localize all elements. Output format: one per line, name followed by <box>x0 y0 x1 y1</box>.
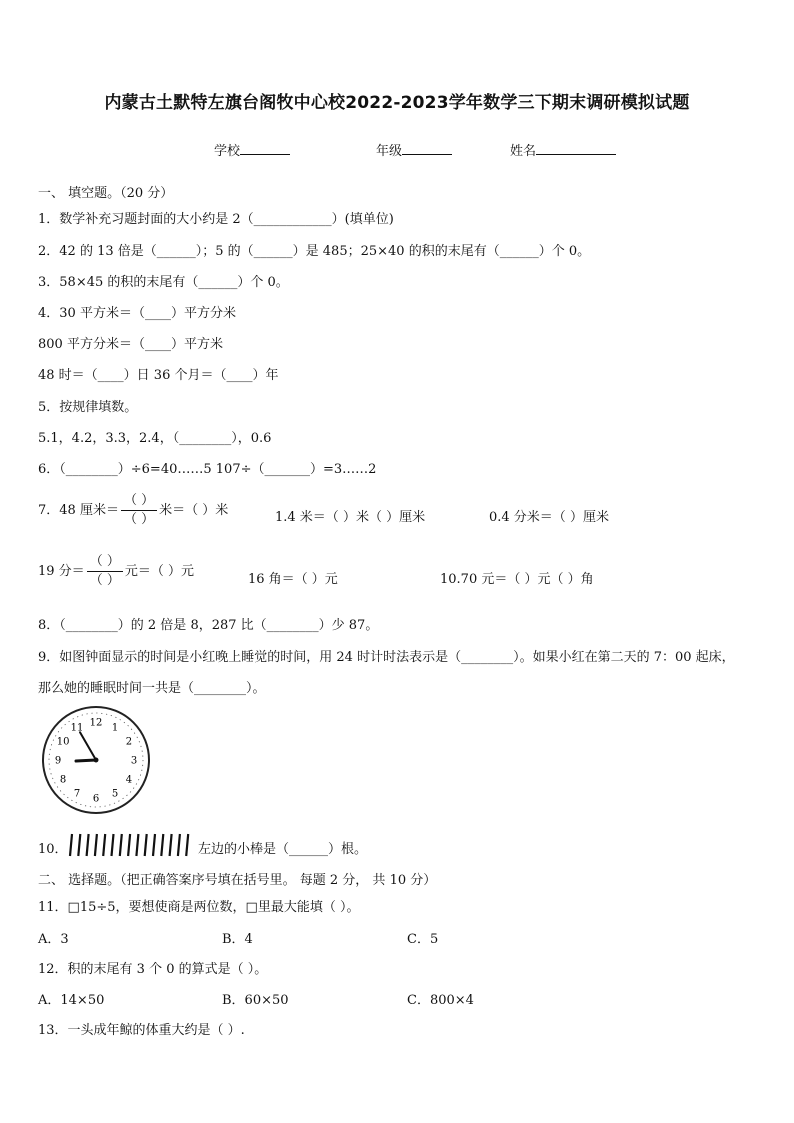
stick <box>136 834 138 856</box>
q7b-frac-num: （ ） <box>89 554 120 569</box>
clock-number-1: 1 <box>111 722 119 734</box>
question-13: 13．一头成年鲸的体重大约是（ ）. <box>38 1023 245 1038</box>
q7-part3: 0.4 分米＝（ ）厘米 <box>489 510 609 525</box>
stick <box>153 834 155 856</box>
q7b-frac-den: （ ） <box>89 573 120 588</box>
section-1-heading: 一、 填空题。（20 分） <box>38 186 174 201</box>
clock-number-8: 8 <box>59 774 67 786</box>
q12-option-b: B．60×50 <box>222 993 289 1008</box>
question-1: 1．数学补充习题封面的大小约是 2（____________）(填单位) <box>38 212 394 227</box>
stick <box>70 834 72 856</box>
question-10-prefix: 10． <box>38 842 68 857</box>
stick <box>161 834 163 856</box>
clock-number-7: 7 <box>73 788 81 800</box>
name-field <box>510 140 616 159</box>
stick <box>128 834 130 856</box>
stick <box>186 834 188 856</box>
stick <box>95 834 97 856</box>
question-4a: 4．30 平方米＝（____）平方分米 <box>38 306 236 321</box>
school-label: 学校 <box>214 144 241 159</box>
section-2-heading: 二、 选择题。（把正确答案序号填在括号里。 每题 2 分， 共 10 分） <box>38 873 437 888</box>
q7b-part2: 16 角＝（ ）元 <box>248 572 338 587</box>
grade-blank <box>402 140 452 155</box>
q7b-prefix: 19 分＝ <box>38 564 85 579</box>
q7-after-frac: 米＝（ ）米 <box>159 503 229 518</box>
stick <box>145 834 147 856</box>
clock-number-6: 6 <box>92 793 100 805</box>
question-6: 6．（________）÷6=40……5 107÷（_______）=3……2 <box>38 462 377 477</box>
clock-number-10: 10 <box>56 736 70 748</box>
question-9-line2: 那么她的睡眠时间一共是（________）。 <box>38 681 266 696</box>
name-blank <box>536 140 616 155</box>
stick <box>112 834 114 856</box>
clock-face <box>40 704 152 816</box>
clock-number-4: 4 <box>125 774 133 786</box>
question-2: 2．42 的 13 倍是（______）；5 的（______）是 485；25×40 的积的末尾有（______）个 0。 <box>38 244 591 259</box>
stick <box>178 834 180 856</box>
question-7-row1 <box>38 492 228 529</box>
clock-number-3: 3 <box>130 755 138 767</box>
question-3: 3．58×45 的积的末尾有（______）个 0。 <box>38 275 289 290</box>
question-4c: 48 时＝（____）日 36 个月＝（____）年 <box>38 368 279 383</box>
question-5: 5．按规律填数。 <box>38 400 138 415</box>
page-title: 内蒙古土默特左旗台阁牧中心校2022-2023学年数学三下期末调研模拟试题 <box>104 93 690 113</box>
clock-number-5: 5 <box>111 788 119 800</box>
question-10-suffix: 左边的小棒是（______）根。 <box>198 842 368 857</box>
q7-frac-num: （ ） <box>123 493 155 508</box>
q7b-after-frac: 元＝（ ）元 <box>124 564 194 579</box>
question-9-line1: 9．如图钟面显示的时间是小红晚上睡觉的时间，用 24 时计时法表示是（________）。如果小红在第二天的 7：00 起床， <box>38 650 735 665</box>
q11-option-a: A．3 <box>38 932 69 947</box>
q11-option-b: B．4 <box>222 932 253 947</box>
stick <box>103 834 105 856</box>
sticks-group <box>70 834 188 856</box>
stick <box>78 834 80 856</box>
stick <box>120 834 122 856</box>
q7-prefix: 7．48 厘米＝ <box>38 503 119 518</box>
q12-option-a: A．14×50 <box>38 993 105 1008</box>
sticks-figure <box>66 832 194 858</box>
stick <box>87 834 89 856</box>
question-12: 12．积的末尾有 3 个 0 的算式是（ ）。 <box>38 962 268 977</box>
q7b-fraction <box>87 553 123 590</box>
school-blank <box>240 140 290 155</box>
clock-number-2: 2 <box>125 736 133 748</box>
q7b-part3: 10.70 元＝（ ）元（ ）角 <box>440 572 594 587</box>
clock-number-9: 9 <box>54 755 62 767</box>
clock-number-11: 11 <box>70 722 84 734</box>
name-label: 姓名 <box>510 144 537 159</box>
question-4b: 800 平方分米＝（____）平方米 <box>38 337 223 352</box>
clock-number-12: 12 <box>89 717 103 729</box>
question-8: 8．（________）的 2 倍是 8，287 比（________）少 87。 <box>38 618 379 633</box>
stick <box>170 834 172 856</box>
q11-option-c: C．5 <box>407 932 439 947</box>
q12-option-c: C．800×4 <box>407 993 474 1008</box>
clock-center <box>94 758 99 763</box>
question-7-row2 <box>38 553 194 590</box>
grade-label: 年级 <box>376 144 403 159</box>
grade-field <box>376 140 452 159</box>
q7-frac-den: （ ） <box>123 512 155 527</box>
q7-part2: 1.4 米＝（ ）米（ ）厘米 <box>275 510 426 525</box>
clock-hour-hand <box>76 760 96 761</box>
question-5-sequence: 5.1，4.2，3.3，2.4，（________），0.6 <box>38 431 272 446</box>
q7-fraction <box>121 492 157 529</box>
school-field <box>214 140 290 159</box>
question-11: 11．□15÷5，要想使商是两位数，□里最大能填（ ）。 <box>38 900 360 915</box>
